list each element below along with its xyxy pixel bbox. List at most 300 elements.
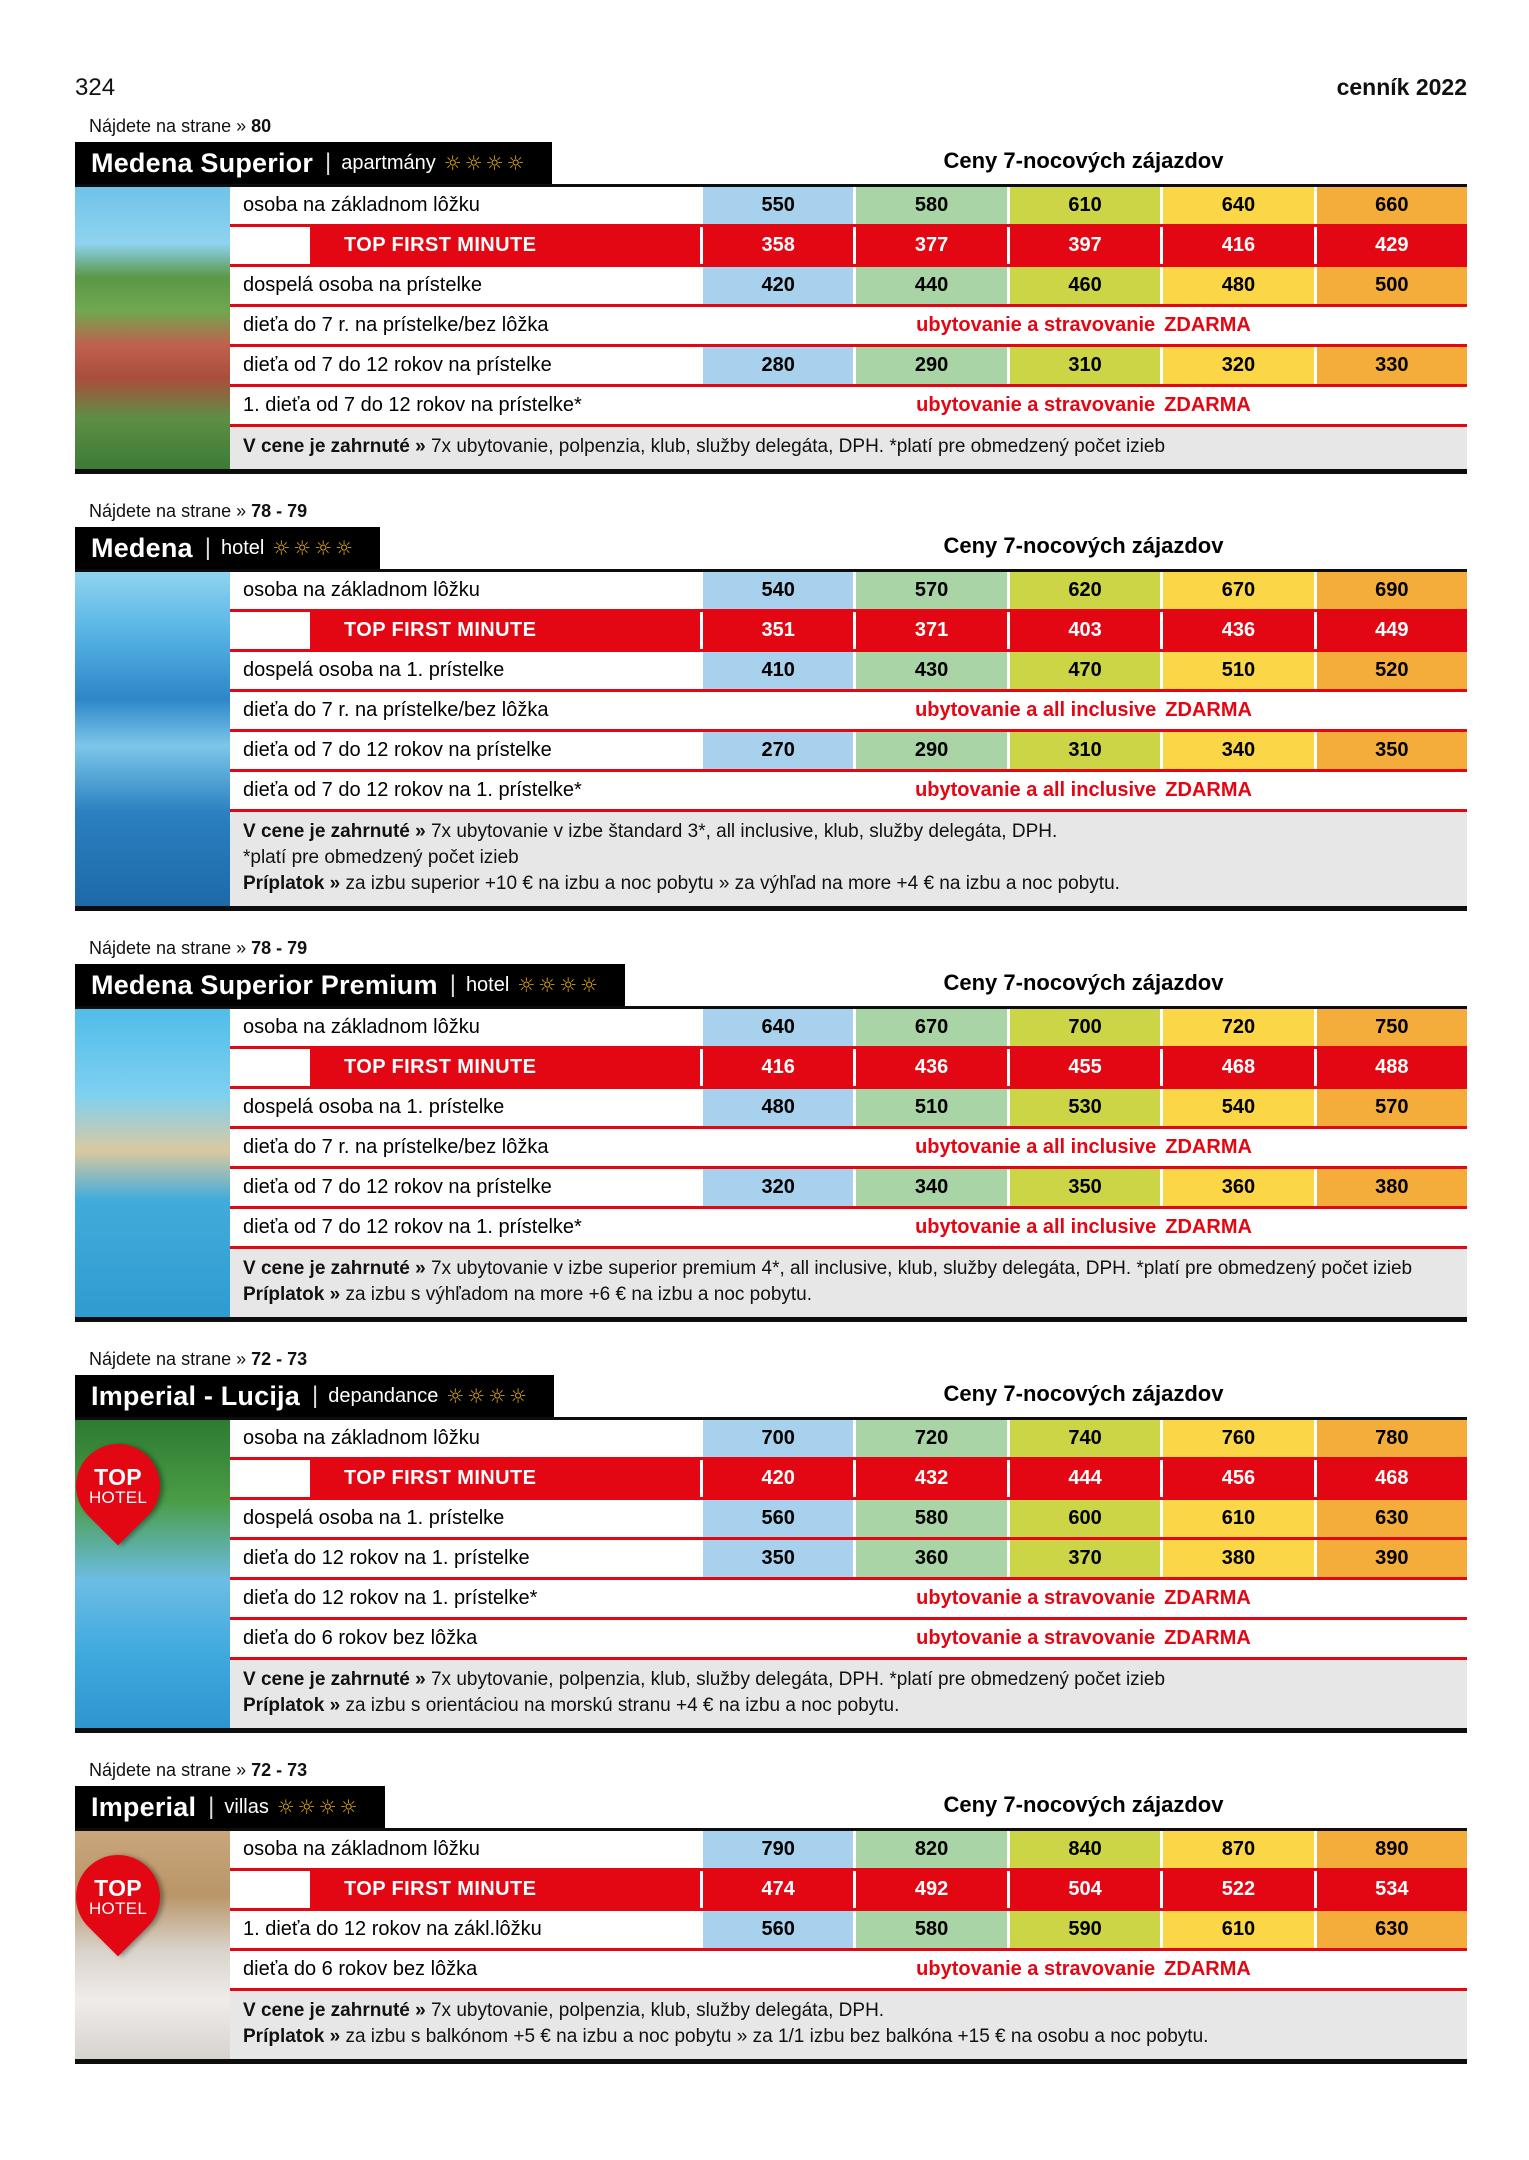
free-benefit-row [230,1580,1467,1620]
name-category-divider: | [325,149,332,176]
note-line [243,1667,1451,1693]
row-label: dieťa od 7 do 12 rokov na 1. prístelke* [243,1216,582,1238]
price-row [230,1500,1467,1540]
row-label: dieťa do 12 rokov na 1. prístelke* [243,1587,538,1609]
note-line [243,1256,1451,1282]
top-first-minute-row [230,1049,1467,1089]
free-benefit-row [230,1209,1467,1249]
note-line [243,1998,1451,2024]
hotel-photo [75,1420,230,1728]
note-line [243,819,1451,845]
star-rating [517,975,601,995]
note-line [243,1693,1451,1719]
block-header [75,1375,1467,1417]
hotel-name-bar [75,964,625,1006]
free-benefit-note [700,387,1467,424]
hotel-price-blocks [75,116,1467,2064]
row-label: 1. dieťa od 7 do 12 rokov na prístelke* [243,394,582,416]
hotel-block-5 [75,1760,1467,2064]
price-cell: 320 [700,1169,853,1206]
white-notch [230,1049,310,1086]
price-cell: 760 [1160,1420,1313,1457]
sun-icon: ☼ [318,1795,340,1819]
price-cell: 510 [1160,652,1313,689]
top-first-minute-price-cell: 429 [1314,227,1467,264]
top-hotel-badge-top: TOP [94,1464,142,1491]
hotel-name-bar [75,1375,554,1417]
free-benefit-note [700,1580,1467,1617]
price-cell: 340 [1160,732,1313,769]
price-table [75,1828,1467,2064]
price-cell: 560 [700,1500,853,1537]
top-first-minute-price-cell: 416 [700,1049,853,1086]
sun-icon: ☼ [488,1384,510,1408]
price-cell: 580 [853,1911,1006,1948]
price-cell: 390 [1314,1540,1467,1577]
page-ref: 80 [251,116,272,136]
hotel-block-1 [75,116,1467,474]
note-text: 7x ubytovanie, polpenzia, klub, služby delegáta, DPH. [430,2000,885,2021]
find-on-page-line [89,938,1467,959]
top-first-minute-price-cell: 504 [1007,1871,1160,1908]
price-cell: 630 [1314,1911,1467,1948]
price-table [75,184,1467,474]
hotel-name-bar [75,142,552,184]
price-cell: 290 [853,347,1006,384]
row-label: osoba na základnom lôžku [243,1016,480,1038]
price-cell: 440 [853,267,1006,304]
price-row [230,572,1467,612]
price-cell: 740 [1007,1420,1160,1457]
included-notes [230,1660,1467,1728]
free-benefit-text: ubytovanie a stravovanie [916,1587,1156,1609]
star-rating [446,1386,530,1406]
sun-icon: ☼ [335,536,357,560]
row-label: dieťa od 7 do 12 rokov na prístelke [243,739,552,761]
sun-icon: ☼ [339,1795,361,1819]
price-cell: 670 [853,1009,1006,1046]
free-benefit-zdarma: ZDARMA [1164,1627,1251,1649]
top-first-minute-price-cell: 456 [1160,1460,1313,1497]
sun-icon: ☼ [446,1384,468,1408]
free-benefit-zdarma: ZDARMA [1164,314,1251,336]
free-benefit-zdarma: ZDARMA [1165,699,1252,721]
hotel-name: Medena Superior [91,147,314,178]
price-cell: 410 [700,652,853,689]
price-row [230,732,1467,772]
price-cell: 330 [1314,347,1467,384]
free-benefit-text: ubytovanie a all inclusive [915,779,1157,801]
price-cell: 820 [853,1831,1006,1868]
price-cell: 840 [1007,1831,1160,1868]
price-rows [230,1831,1467,2059]
included-notes [230,1991,1467,2059]
row-label: dieťa do 7 r. na prístelke/bez lôžka [243,699,549,721]
row-label: dospelá osoba na 1. prístelke [243,1507,505,1529]
hotel-category: hotel [220,536,265,559]
name-category-divider: | [311,1382,319,1409]
top-first-minute-price-cell: 351 [700,612,853,649]
free-benefit-zdarma: ZDARMA [1164,1958,1251,1980]
star-rating [277,1797,361,1817]
row-label: dieťa do 7 r. na prístelke/bez lôžka [243,314,549,336]
free-benefit-note [700,692,1467,729]
free-benefit-text: ubytovanie a all inclusive [915,1136,1157,1158]
price-row [230,1420,1467,1460]
note-lead: Príplatok » [243,2026,341,2047]
price-table [75,1006,1467,1322]
price-cell: 360 [1160,1169,1313,1206]
find-on-page-line [89,116,1467,137]
free-benefit-zdarma: ZDARMA [1165,1136,1252,1158]
price-cell: 600 [1007,1500,1160,1537]
sun-icon: ☼ [580,973,602,997]
price-cell: 660 [1314,187,1467,224]
top-first-minute-price-cell: 474 [700,1871,853,1908]
row-label: osoba na základnom lôžku [243,1838,480,1860]
price-cell: 560 [700,1911,853,1948]
top-first-minute-price-cell: 488 [1314,1049,1467,1086]
top-first-minute-price-cell: 432 [853,1460,1006,1497]
note-lead: V cene je zahrnuté » [243,1669,426,1690]
price-cell: 630 [1314,1500,1467,1537]
price-table-title: Ceny 7-nocových zájazdov [943,148,1224,173]
price-cell: 700 [1007,1009,1160,1046]
price-row [230,1831,1467,1871]
hotel-block-2 [75,501,1467,911]
note-lead: V cene je zahrnuté » [243,436,426,457]
hotel-category: depandance [328,1384,439,1407]
price-row [230,1540,1467,1580]
sun-icon: ☼ [272,536,294,560]
free-benefit-text: ubytovanie a stravovanie [916,314,1156,336]
top-first-minute-price-cell: 468 [1314,1460,1467,1497]
price-table-title: Ceny 7-nocových zájazdov [943,1381,1224,1406]
price-cell: 700 [700,1420,853,1457]
hotel-photo [75,1831,230,2059]
price-cell: 620 [1007,572,1160,609]
name-category-divider: | [204,534,211,561]
note-line [243,1282,1451,1308]
sun-icon: ☼ [467,1384,489,1408]
price-cell: 380 [1314,1169,1467,1206]
price-cell: 570 [1314,1089,1467,1126]
note-text: 7x ubytovanie v izbe štandard 3*, all inclusive, klub, služby delegáta, DPH. [430,821,1058,842]
hotel-category: apartmány [341,151,436,174]
free-benefit-zdarma: ZDARMA [1165,1216,1252,1238]
price-cell: 290 [853,732,1006,769]
hotel-block-3 [75,938,1467,1322]
sun-icon: ☼ [293,536,315,560]
price-cell: 550 [700,187,853,224]
top-first-minute-price-cell: 492 [853,1871,1006,1908]
price-cell: 790 [700,1831,853,1868]
free-benefit-text: ubytovanie a stravovanie [916,394,1156,416]
price-cell: 360 [853,1540,1006,1577]
find-on-page-label: Nájdete na strane » [89,1760,247,1780]
row-label: dieťa od 7 do 12 rokov na 1. prístelke* [243,779,582,801]
top-hotel-badge-top: TOP [94,1875,142,1902]
price-cell: 340 [853,1169,1006,1206]
row-label: osoba na základnom lôžku [243,194,480,216]
row-label: dieťa do 6 rokov bez lôžka [243,1627,478,1649]
top-first-minute-label: TOP FIRST MINUTE [310,1049,700,1086]
free-benefit-note [700,1951,1467,1988]
price-row [230,1169,1467,1209]
hotel-name-bar [75,1786,385,1828]
price-table [75,569,1467,911]
note-text: za izbu superior +10 € na izbu a noc pobytu » za výhľad na more +4 € na izbu a noc pobytu. [345,873,1120,894]
top-hotel-badge-hotel: HOTEL [88,1899,148,1919]
price-cell: 310 [1007,347,1160,384]
price-cell: 430 [853,652,1006,689]
included-notes [230,1249,1467,1317]
note-lead: Príplatok » [243,1695,341,1716]
price-table [75,1417,1467,1733]
row-label: 1. dieťa do 12 rokov na zákl.lôžku [243,1918,542,1940]
find-on-page-line [89,1349,1467,1370]
price-cell: 720 [853,1420,1006,1457]
note-lead: Príplatok » [243,873,341,894]
hotel-name: Imperial [91,1791,197,1822]
top-first-minute-price-cell: 397 [1007,227,1160,264]
sun-icon: ☼ [559,973,581,997]
price-cell: 320 [1160,347,1313,384]
row-label: dospelá osoba na prístelke [243,274,483,296]
free-benefit-row [230,692,1467,732]
hotel-category: hotel [465,973,510,996]
price-cell: 530 [1007,1089,1160,1126]
price-cell: 780 [1314,1420,1467,1457]
hotel-name: Medena Superior Premium [91,969,438,1000]
note-lead: V cene je zahrnuté » [243,821,426,842]
price-cell: 570 [853,572,1006,609]
price-cell: 350 [1007,1169,1160,1206]
hotel-photo [75,187,230,469]
price-cell: 540 [1160,1089,1313,1126]
price-row [230,652,1467,692]
edition-label: cenník 2022 [1336,74,1467,100]
note-line [243,434,1451,460]
free-benefit-note [700,307,1467,344]
sun-icon: ☼ [506,151,528,175]
note-text: *platí pre obmedzený počet izieb [243,847,519,868]
price-cell: 480 [1160,267,1313,304]
free-benefit-note [700,772,1467,809]
hotel-name: Imperial - Lucija [91,1380,300,1411]
top-first-minute-label: TOP FIRST MINUTE [310,612,700,649]
sun-icon: ☼ [464,151,486,175]
free-benefit-row [230,1129,1467,1169]
free-benefit-note [700,1209,1467,1246]
sun-icon: ☼ [276,1795,298,1819]
price-cell: 580 [853,1500,1006,1537]
top-hotel-badge [59,1838,178,1957]
price-rows [230,572,1467,906]
white-notch [230,227,310,264]
note-lead: V cene je zahrnuté » [243,1258,426,1279]
note-text: za izbu s balkónom +5 € na izbu a noc pobytu » za 1/1 izbu bez balkóna +15 € na osobu a noc pobytu. [345,2026,1209,2047]
block-header [75,527,1467,569]
free-benefit-row [230,1620,1467,1660]
price-rows [230,1009,1467,1317]
price-row [230,1009,1467,1049]
top-first-minute-price-cell: 468 [1160,1049,1313,1086]
sun-icon: ☼ [509,1384,531,1408]
price-cell: 380 [1160,1540,1313,1577]
note-lead: Príplatok » [243,1284,341,1305]
free-benefit-row [230,307,1467,347]
note-text: za izbu s orientáciou na morskú stranu +4 € na izbu a noc pobytu. [345,1695,900,1716]
price-cell: 640 [1160,187,1313,224]
price-cell: 460 [1007,267,1160,304]
find-on-page-label: Nájdete na strane » [89,938,247,958]
block-header [75,964,1467,1006]
top-first-minute-price-cell: 403 [1007,612,1160,649]
find-on-page-line [89,1760,1467,1781]
price-cell: 870 [1160,1831,1313,1868]
note-text: 7x ubytovanie, polpenzia, klub, služby delegáta, DPH. *platí pre obmedzený počet izieb [430,1669,1166,1690]
top-first-minute-row [230,612,1467,652]
price-table-title: Ceny 7-nocových zájazdov [943,970,1224,995]
note-line [243,871,1451,897]
price-row [230,187,1467,227]
free-benefit-zdarma: ZDARMA [1164,1587,1251,1609]
note-text: 7x ubytovanie v izbe superior premium 4*, all inclusive, klub, služby delegáta, DPH. *platí pre obmedzený počet izieb [430,1258,1413,1279]
top-first-minute-price-cell: 449 [1314,612,1467,649]
top-first-minute-price-cell: 358 [700,227,853,264]
note-line [243,2024,1451,2050]
price-cell: 350 [700,1540,853,1577]
row-label: dospelá osoba na 1. prístelke [243,1096,505,1118]
row-label: dieťa do 7 r. na prístelke/bez lôžka [243,1136,549,1158]
page-ref: 72 - 73 [251,1760,308,1780]
price-cell: 670 [1160,572,1313,609]
row-label: dieťa do 6 rokov bez lôžka [243,1958,478,1980]
sun-icon: ☼ [485,151,507,175]
price-cell: 720 [1160,1009,1313,1046]
sun-icon: ☼ [517,973,539,997]
note-line [243,845,1451,871]
row-label: osoba na základnom lôžku [243,1427,480,1449]
price-cell: 270 [700,732,853,769]
price-table-title: Ceny 7-nocových zájazdov [943,1792,1224,1817]
name-category-divider: | [449,971,456,998]
hotel-block-4 [75,1349,1467,1733]
top-first-minute-row [230,227,1467,267]
row-label: osoba na základnom lôžku [243,579,480,601]
top-first-minute-row [230,1460,1467,1500]
free-benefit-note [700,1620,1467,1657]
star-rating [444,153,528,173]
page-ref: 78 - 79 [251,938,308,958]
note-text: 7x ubytovanie, polpenzia, klub, služby delegáta, DPH. *platí pre obmedzený počet izieb [430,436,1166,457]
row-label: dospelá osoba na 1. prístelke [243,659,505,681]
page-ref: 78 - 79 [251,501,308,521]
name-category-divider: | [208,1793,215,1820]
find-on-page-label: Nájdete na strane » [89,501,247,521]
top-first-minute-price-cell: 371 [853,612,1006,649]
price-cell: 470 [1007,652,1160,689]
price-cell: 520 [1314,652,1467,689]
free-benefit-text: ubytovanie a all inclusive [915,699,1157,721]
top-first-minute-label: TOP FIRST MINUTE [310,227,700,264]
free-benefit-row [230,772,1467,812]
top-first-minute-row [230,1871,1467,1911]
price-cell: 370 [1007,1540,1160,1577]
sun-icon: ☼ [314,536,336,560]
price-cell: 540 [700,572,853,609]
note-text: za izbu s výhľadom na more +6 € na izbu a noc pobytu. [345,1284,813,1305]
price-cell: 500 [1314,267,1467,304]
hotel-photo [75,1009,230,1317]
block-header [75,1786,1467,1828]
price-cell: 420 [700,267,853,304]
hotel-name: Medena [91,532,193,563]
top-first-minute-price-cell: 455 [1007,1049,1160,1086]
top-first-minute-price-cell: 444 [1007,1460,1160,1497]
white-notch [230,1460,310,1497]
price-cell: 610 [1160,1911,1313,1948]
free-benefit-note [700,1129,1467,1166]
price-table-title: Ceny 7-nocových zájazdov [943,533,1224,558]
price-cell: 690 [1314,572,1467,609]
price-cell: 750 [1314,1009,1467,1046]
price-rows [230,1420,1467,1728]
top-first-minute-price-cell: 420 [700,1460,853,1497]
price-cell: 640 [700,1009,853,1046]
free-benefit-text: ubytovanie a all inclusive [915,1216,1157,1238]
sun-icon: ☼ [443,151,465,175]
top-first-minute-price-cell: 534 [1314,1871,1467,1908]
price-cell: 310 [1007,732,1160,769]
free-benefit-zdarma: ZDARMA [1165,779,1252,801]
free-benefit-text: ubytovanie a stravovanie [916,1627,1156,1649]
top-first-minute-price-cell: 416 [1160,227,1313,264]
free-benefit-zdarma: ZDARMA [1164,394,1251,416]
price-row [230,1911,1467,1951]
white-notch [230,1871,310,1908]
price-cell: 890 [1314,1831,1467,1868]
price-cell: 580 [853,187,1006,224]
price-cell: 610 [1160,1500,1313,1537]
star-rating [272,538,356,558]
top-first-minute-price-cell: 522 [1160,1871,1313,1908]
price-row [230,267,1467,307]
top-hotel-badge [59,1427,178,1546]
note-lead: V cene je zahrnuté » [243,2000,426,2021]
price-row [230,1089,1467,1129]
price-row [230,347,1467,387]
hotel-name-bar [75,527,380,569]
top-hotel-badge-hotel: HOTEL [88,1488,148,1508]
top-first-minute-price-cell: 436 [1160,612,1313,649]
row-label: dieťa od 7 do 12 rokov na prístelke [243,354,552,376]
find-on-page-line [89,501,1467,522]
price-cell: 280 [700,347,853,384]
find-on-page-label: Nájdete na strane » [89,116,247,136]
price-cell: 610 [1007,187,1160,224]
row-label: dieťa do 12 rokov na 1. prístelke [243,1547,530,1569]
included-notes [230,427,1467,469]
free-benefit-row [230,1951,1467,1991]
page-ref: 72 - 73 [251,1349,308,1369]
page-number: 324 [75,74,116,101]
sun-icon: ☼ [297,1795,319,1819]
block-header [75,142,1467,184]
price-cell: 350 [1314,732,1467,769]
sun-icon: ☼ [538,973,560,997]
